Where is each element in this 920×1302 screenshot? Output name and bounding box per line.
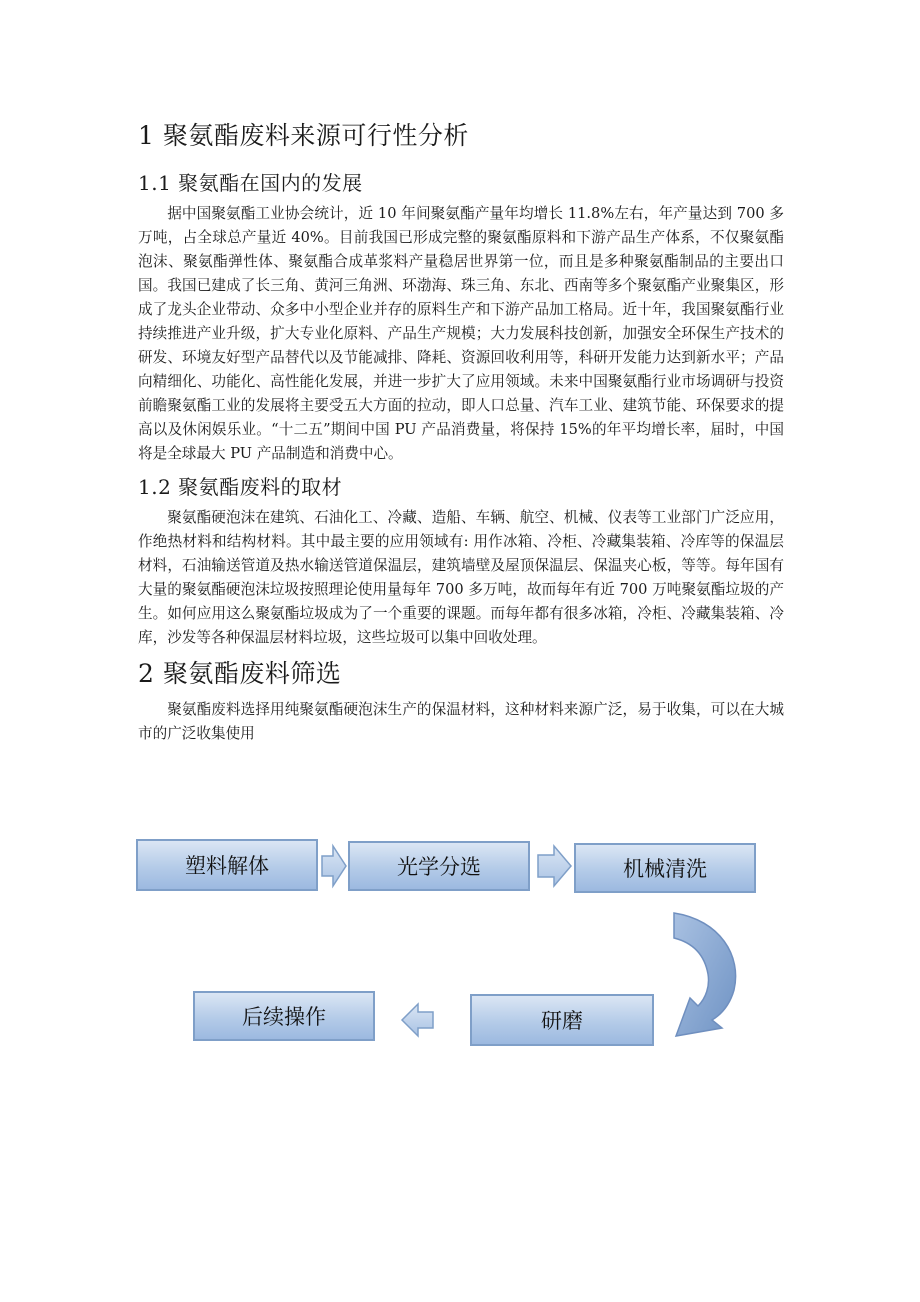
section-1-1-heading: 1.1 聚氨酯在国内的发展 — [138, 171, 363, 195]
section-1-2-paragraph: 聚氨酯硬泡沫在建筑、石油化工、冷藏、造船、车辆、航空、机械、仪表等工业部门广泛应用，作绝热材料和结构材料。其中最主要的应用领域有: 用作冰箱、冷柜、冷藏集装箱、冷库等的保温层材料，石油输送管道及热水输送管道保温层，建筑墙壁及屋顶保温层、保温夹心板，等等。每年国有大量的聚氨酯硬泡沫垃圾按照理论使用量每年 700 多万吨，故而每年有近 700 万吨聚氨酯垃圾的产生。如何应用这么聚氨酯垃圾成为了一个重要的课题。而每年都有很多冰箱，冷柜、冷藏集装箱、冷库，沙发等各种保温层材料垃圾，这些垃圾可以集中回收处理。 — [138, 509, 784, 646]
section-2-heading: 2 聚氨酯废料筛选 — [138, 659, 342, 688]
section-1-2-heading: 1.2 聚氨酯废料的取材 — [138, 475, 343, 499]
section-1-1-paragraph: 据中国聚氨酯工业协会统计，近 10 年间聚氨酯产量年均增长 11.8%左右，年产量达到 700 多万吨，占全球总产量近 40%。目前我国已形成完整的聚氨酯原料和下游产品生产体系，不仅聚氨酯泡沫、聚氨酯弹性体、聚氨酯合成革浆料产量稳居世界第一位，而且是多种聚氨酯制品的主要出口国。我国已建成了长三角、黄河三角洲、环渤海、珠三角、东北、西南等多个聚氨酯产业聚集区，形成了龙头企业带动、众多中小型企业并存的原料生产和下游产品加工格局。近十年，我国聚氨酯行业持续推进产业升级，扩大专业化原料、产品生产规模；大力发展科技创新，加强安全环保生产技术的研发、环境友好型产品替代以及节能减排、降耗、资源回收利用等，科研开发能力达到新水平；产品向精细化、功能化、高性能化发展，并进一步扩大了应用领域。未来中国聚氨酯行业市场调研与投资前瞻聚氨酯工业的发展将主要受五大方面的拉动，即人口总量、汽车工业、建筑节能、环保要求的提高以及休闲娱乐业。“十二五”期间中国 PU 产品消费量，将保持 15%的年平均增长率，届时，中国将是全球最大 PU 产品制造和消费中心。 — [138, 205, 784, 462]
section-2-paragraph: 聚氨酯废料选择用纯聚氨酯硬泡沫生产的保温材料，这种材料来源广泛，易于收集，可以在大城市的广泛收集使用 — [138, 701, 784, 742]
flow-step-optical-sorting — [348, 841, 530, 891]
flow-step-label: 后续操作 — [242, 1005, 326, 1029]
arrow-right-2-icon — [538, 846, 571, 886]
flow-step-mechanical-cleaning — [574, 843, 756, 893]
document-content — [138, 112, 784, 746]
arrow-left-icon — [402, 1004, 433, 1036]
curved-arrow-down-icon — [674, 913, 736, 1036]
flow-step-label: 光学分选 — [397, 855, 481, 879]
flow-step-label: 塑料解体 — [185, 854, 269, 878]
flow-step-label: 研磨 — [541, 1009, 583, 1033]
section-1-heading: 1 聚氨酯废料来源可行性分析 — [138, 121, 469, 150]
flow-step-follow-up — [193, 991, 375, 1041]
flow-step-grinding — [470, 994, 654, 1046]
flow-step-label: 机械清洗 — [623, 857, 707, 881]
arrow-right-1-icon — [322, 846, 346, 886]
flow-step-plastic-dismantling — [136, 839, 318, 891]
